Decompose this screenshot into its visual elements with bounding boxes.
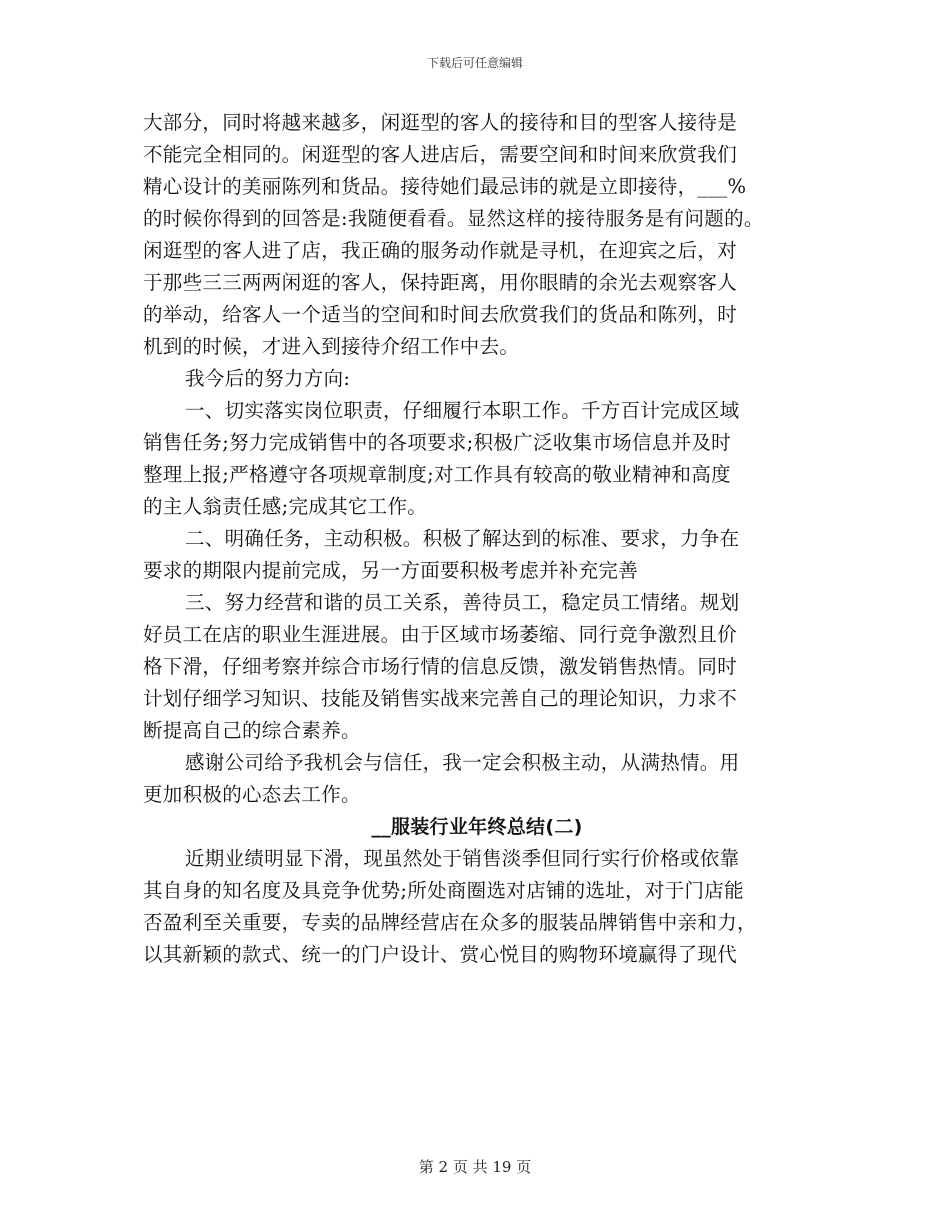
text-line: 不能完全相同的。闲逛型的客人进店后，需要空间和时间来欣赏我们 (143, 143, 738, 166)
text-line: 机到的时候，才进入到接待介绍工作中去。 (143, 335, 520, 358)
text-line: 其自身的知名度及具竞争优势;所处商圈选对店铺的选址，对于门店能 (143, 879, 744, 902)
paragraph-start: 感谢公司给予我机会与信任，我一定会积极主动，从满热情。用 (185, 751, 740, 774)
text-line: 的举动，给客人一个适当的空间和时间去欣赏我们的货品和陈列，时 (143, 303, 738, 326)
text-line: 的主人翁责任感;完成其它工作。 (143, 495, 428, 518)
text-line: 计划仔细学习知识、技能及销售实战来完善自己的理论知识，力求不 (143, 687, 738, 710)
text-line: 精心设计的美丽陈列和货品。接待她们最忌讳的就是立即接待，___% (143, 175, 747, 198)
text-line: 销售任务;努力完成销售中的各项要求;积极广泛收集市场信息并及时 (143, 431, 731, 454)
text-line: 要求的期限内提前完成，另一方面要积极考虑并补充完善 (143, 559, 639, 582)
paragraph-start: 三、努力经营和谐的员工关系，善待员工，稳定员工情绪。规划 (185, 591, 740, 614)
text-line: 于那些三三两两闲逛的客人，保持距离，用你眼睛的余光去观察客人 (143, 271, 738, 294)
text-line: 好员工在店的职业生涯进展。由于区域市场萎缩、同行竞争激烈且价 (143, 623, 738, 646)
paragraph-start: 二、明确任务，主动积极。积极了解达到的标准、要求，力争在 (185, 527, 740, 550)
section-heading: __服装行业年终总结(二) (371, 816, 583, 838)
text-line: 更加积极的心态去工作。 (143, 783, 361, 806)
text-line: 否盈利至关重要，专卖的品牌经营店在众多的服装品牌销售中亲和力， (143, 911, 757, 934)
text-line: 闲逛型的客人进了店，我正确的服务动作就是寻机，在迎宾之后，对 (143, 239, 738, 262)
text-line: 格下滑，仔细考察并综合市场行情的信息反馈，激发销售热情。同时 (143, 655, 738, 678)
paragraph-start: 我今后的努力方向: (185, 367, 351, 390)
text-line: 以其新颖的款式、统一的门户设计、赏心悦目的购物环境赢得了现代 (143, 943, 738, 966)
page-header: 下载后可任意编辑 (426, 56, 523, 70)
text-line: 整理上报;严格遵守各项规章制度;对工作具有较高的敬业精神和高度 (143, 463, 731, 486)
page-footer: 第 2 页 共 19 页 (418, 1158, 532, 1176)
text-line: 断提高自己的综合素养。 (143, 719, 361, 742)
text-line: 大部分，同时将越来越多，闲逛型的客人的接待和目的型客人接待是 (143, 111, 738, 134)
document-body (143, 107, 811, 971)
paragraph-start: 一、切实落实岗位职责，仔细履行本职工作。千方百计完成区域 (185, 399, 740, 422)
text-line: 的时候你得到的回答是:我随便看看。显然这样的接待服务是有问题的。 (143, 207, 764, 230)
paragraph-start: 近期业绩明显下滑，现虽然处于销售淡季但同行实行价格或依靠 (185, 847, 740, 870)
